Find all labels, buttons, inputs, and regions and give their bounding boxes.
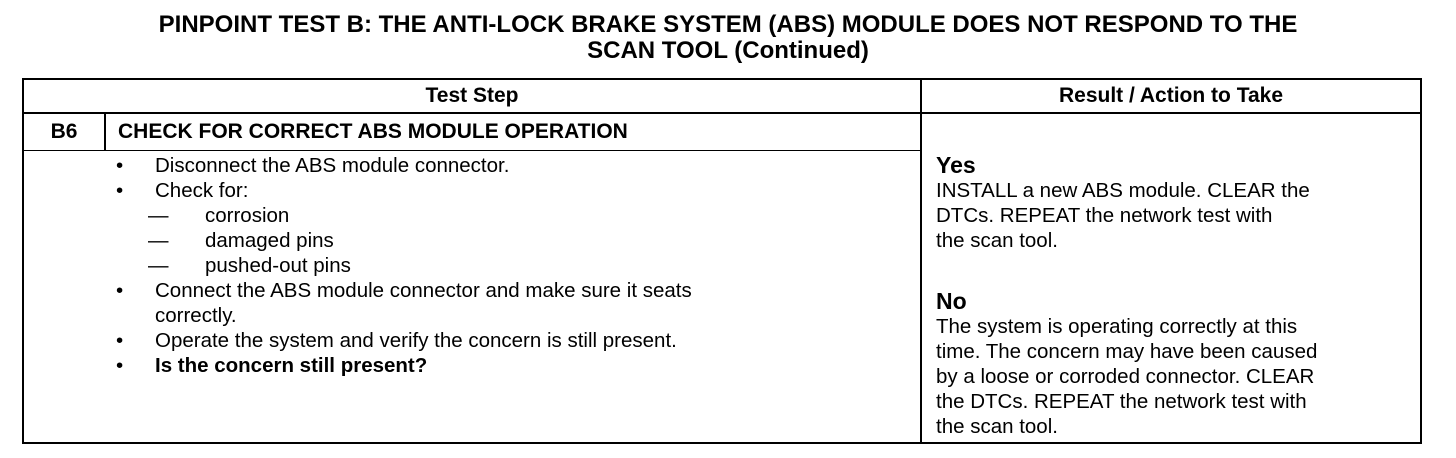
result-yes-text: INSTALL a new ABS module. CLEAR the: [936, 179, 1310, 202]
result-no-text: The system is operating correctly at this: [936, 315, 1298, 338]
step-title-divider: [24, 150, 920, 151]
step-id-divider: [104, 114, 106, 150]
bullet-glyph: •: [116, 179, 124, 202]
instruction-text: Operate the system and verify the concern is still present.: [155, 329, 677, 352]
instruction-question: Is the concern still present?: [155, 354, 428, 377]
bullet-glyph: •: [116, 329, 124, 352]
sub-list-item: [24, 253, 922, 278]
result-column: [936, 152, 1422, 439]
list-item: [24, 353, 922, 378]
list-item: [24, 178, 922, 203]
bullet-glyph: •: [116, 279, 124, 302]
result-yes-text: DTCs. REPEAT the network test with: [936, 204, 1273, 227]
result-yes-label: Yes: [936, 152, 976, 178]
sub-instruction-text: pushed-out pins: [205, 254, 351, 277]
list-item-continuation: [24, 303, 922, 328]
list-item: [24, 328, 922, 353]
title-line-1: PINPOINT TEST B: THE ANTI-LOCK BRAKE SYSTEM (ABS) MODULE DOES NOT RESPOND TO THE: [158, 11, 1298, 38]
result-no-text: the scan tool.: [936, 415, 1058, 438]
instruction-text: Check for:: [155, 179, 249, 202]
step-instructions: [24, 153, 922, 378]
header-test-step: Test Step: [425, 84, 519, 107]
title-line-2: SCAN TOOL (Continued): [587, 37, 869, 64]
bullet-glyph: •: [116, 154, 124, 177]
step-title: CHECK FOR CORRECT ABS MODULE OPERATION: [118, 120, 628, 143]
header-result-action: Result / Action to Take: [1058, 84, 1284, 107]
instruction-text: Connect the ABS module connector and make sure it seats: [155, 279, 692, 302]
result-no-text: time. The concern may have been caused: [936, 340, 1318, 363]
sub-instruction-text: damaged pins: [205, 229, 334, 252]
result-no-text: by a loose or corroded connector. CLEAR: [936, 365, 1315, 388]
result-no-label: No: [936, 288, 967, 314]
instruction-text: Disconnect the ABS module connector.: [155, 154, 510, 177]
pinpoint-table: [22, 78, 1422, 444]
instruction-text: correctly.: [155, 304, 237, 327]
list-item: [24, 278, 922, 303]
dash-glyph: —: [148, 229, 169, 252]
page-title: [0, 12, 1456, 64]
result-yes-text: the scan tool.: [936, 229, 1058, 252]
result-no-text: the DTCs. REPEAT the network test with: [936, 390, 1307, 413]
dash-glyph: —: [148, 204, 169, 227]
sub-list-item: [24, 228, 922, 253]
sub-instruction-text: corrosion: [205, 204, 290, 227]
step-id: B6: [50, 120, 78, 143]
list-item: [24, 153, 922, 178]
bullet-glyph: •: [116, 354, 124, 377]
sub-list-item: [24, 203, 922, 228]
dash-glyph: —: [148, 254, 169, 277]
